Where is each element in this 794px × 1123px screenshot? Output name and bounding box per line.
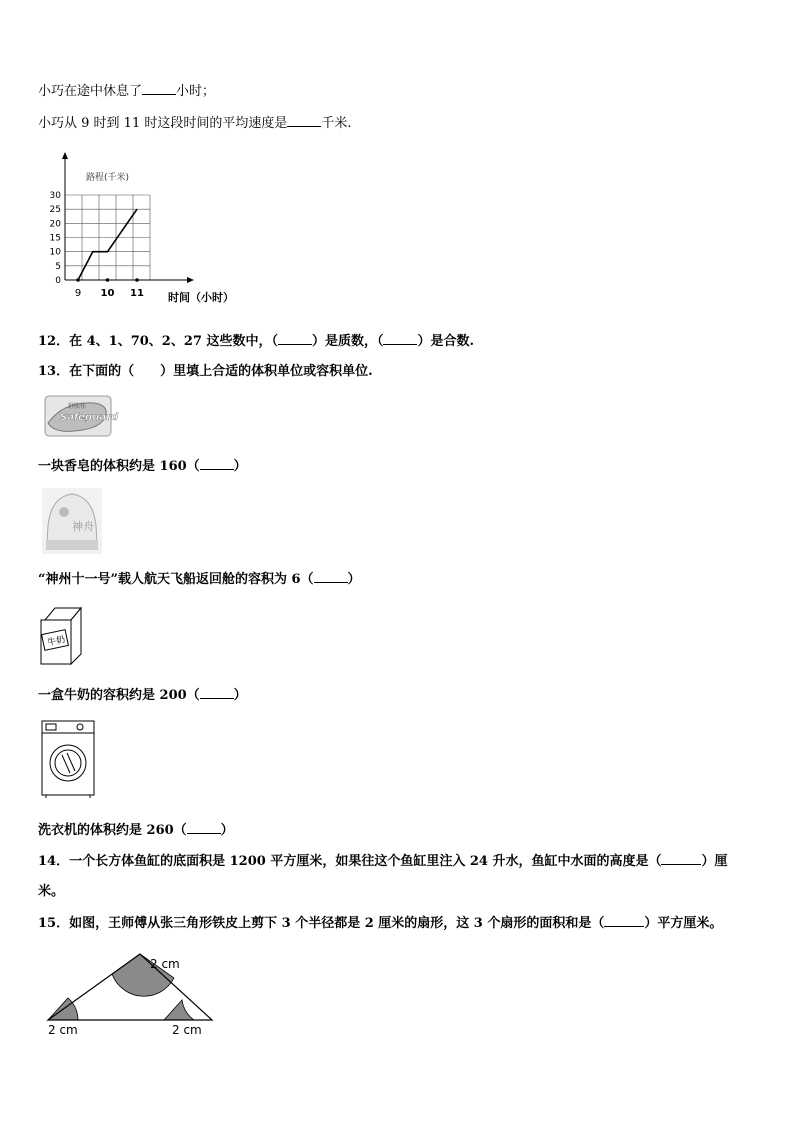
answer-blank[interactable] xyxy=(278,332,312,345)
question-15: 15．如图，王师傅从张三角形铁皮上剪下 3 个半径都是 2 厘米的扇形，这 3 个扇形的面积和是（ ）平方厘米。 xyxy=(38,916,723,931)
x-tick-label: 10 xyxy=(100,288,115,299)
y-tick-label: 5 xyxy=(55,261,61,272)
capsule-image xyxy=(42,488,102,554)
answer-blank[interactable] xyxy=(661,852,701,865)
item-capsule: “神州十一号”载人航天飞船返回舱的容积为 6（ ） xyxy=(38,572,361,587)
question-12: 12．在 4、1、70、2、27 这些数中，（ ）是质数，（ ）是合数. xyxy=(38,334,475,349)
item-washing-machine: 洗衣机的体积约是 260（ ） xyxy=(38,823,234,838)
y-tick-label: 10 xyxy=(49,247,61,258)
x-tick-dot xyxy=(106,278,110,282)
triangle-sectors-figure xyxy=(44,950,224,1040)
y-axis-label: 路程(千米) xyxy=(86,173,130,183)
x-tick-label: 11 xyxy=(130,288,144,299)
right-sector xyxy=(164,1000,194,1020)
y-tick-labels xyxy=(50,191,62,286)
y-tick-label: 25 xyxy=(49,205,61,216)
distance-time-chart xyxy=(30,150,270,310)
soap-brand-cn: 舒肤佳 xyxy=(68,403,87,410)
answer-blank[interactable] xyxy=(604,914,644,927)
x-axis-label: 时间（小时） xyxy=(168,291,234,304)
left-radius-label: 2 cm xyxy=(48,1023,78,1037)
answer-blank[interactable] xyxy=(200,686,234,699)
milk-label: 牛奶 xyxy=(46,634,67,649)
x-tick-dot xyxy=(76,278,80,282)
answer-blank[interactable] xyxy=(383,332,417,345)
intro-line-average-speed: 小巧从 9 时到 11 时这段时间的平均速度是 千米. xyxy=(38,116,352,131)
answer-blank[interactable] xyxy=(314,570,348,583)
capsule-label: 神舟 xyxy=(72,520,94,533)
answer-blank[interactable] xyxy=(287,114,321,127)
question-14: 14．一个长方体鱼缸的底面积是 1200 平方厘米，如果往这个鱼缸里注入 24 升水，鱼缸中水面的高度是（ ）厘 xyxy=(38,854,728,869)
distance-series-line xyxy=(78,209,137,280)
item-soap: 一块香皂的体积约是 160（ ） xyxy=(38,459,247,474)
milk-carton-image xyxy=(37,606,87,666)
x-tick-label: 9 xyxy=(74,288,82,299)
y-axis-arrow xyxy=(62,152,68,159)
soap-brand: Safeguard xyxy=(60,412,119,423)
x-tick-labels xyxy=(75,288,144,299)
y-tick-label: 30 xyxy=(49,191,61,201)
top-radius-label: 2 cm xyxy=(150,957,180,971)
question-13: 13．在下面的（ ）里填上合适的体积单位或容积单位. xyxy=(38,364,373,379)
answer-blank[interactable] xyxy=(200,457,234,470)
y-tick-label: 20 xyxy=(49,219,61,230)
right-radius-label: 2 cm xyxy=(172,1023,202,1037)
y-tick-label: 15 xyxy=(49,233,61,244)
intro-line-rest-time: 小巧在途中休息了 小时； xyxy=(38,84,216,99)
item-milk: 一盒牛奶的容积约是 200（ ） xyxy=(38,688,247,703)
x-tick-dot xyxy=(135,278,139,282)
soap-image xyxy=(44,393,119,439)
answer-blank[interactable] xyxy=(142,82,176,95)
x-axis-arrow xyxy=(187,277,194,283)
answer-blank[interactable] xyxy=(187,821,221,834)
washing-machine-image xyxy=(40,719,96,799)
y-tick-label: 0 xyxy=(55,276,61,286)
chart-grid xyxy=(65,195,150,280)
question-14-continued: 米。 xyxy=(38,884,65,899)
